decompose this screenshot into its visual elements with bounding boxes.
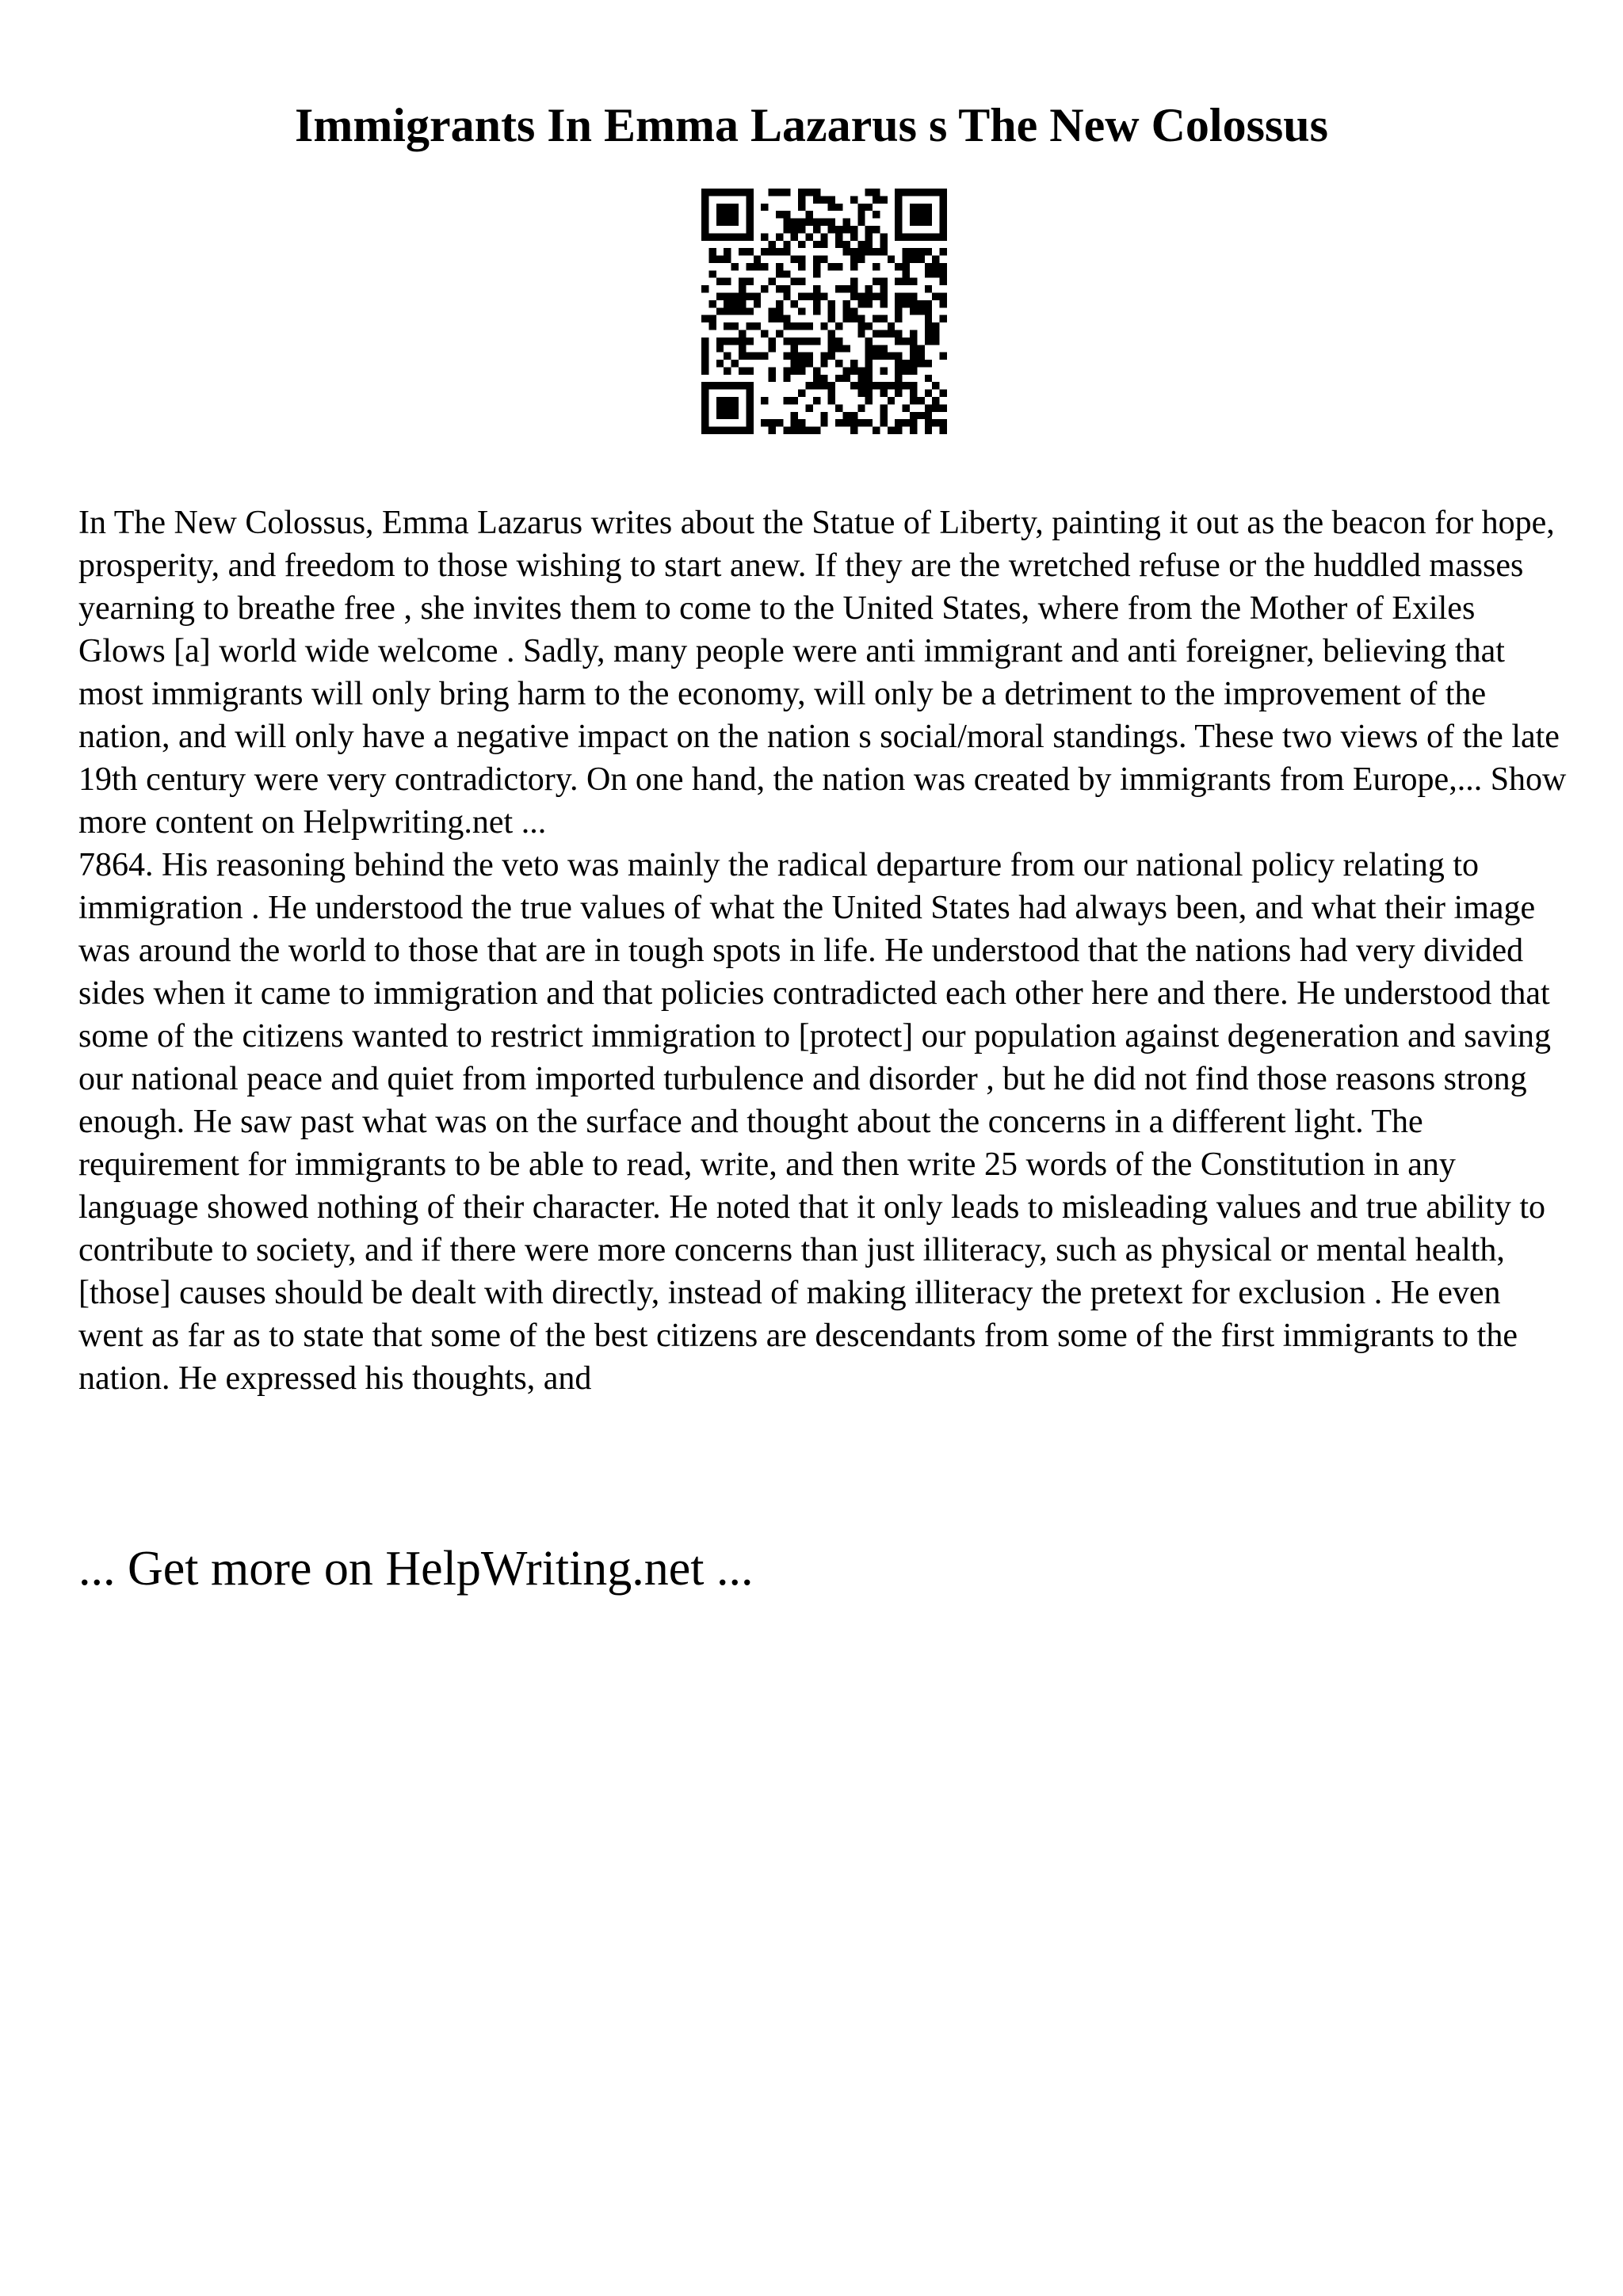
paragraph-intro: In The New Colossus, Emma Lazarus writes about the Statue of Liberty, painting it out as the beacon for hope, prosperity, and freedom to those wishing to start anew. If they are the wretched refuse or the huddled masses yearning to breathe free , she invites them to come to the United States, where from the Mother of Exiles Glows [a] world wide welcome . Sadly, many people were anti immigrant and anti foreigner, believing that most immigrants will only bring harm to the economy, will only be a detriment to the improvement of the nation, and will only have a negative impact on the nation s social/moral standings. These two views of the late 19th century were very contradictory. On one hand, the nation was created by immigrants from Europe,... Show more content on Helpwriting.net ... xyxy=(78,505,1567,841)
paragraph-veto: 7864. His reasoning behind the veto was mainly the radical departure from our national policy relating to immigration . He understood the true values of what the United States had always been, and what their image was around the world to those that are in tough spots in life. He understood that the nations had very divided sides when it came to immigration and that policies contradicted each other here and there. He understood that some of the citizens wanted to restrict immigration to [protect] our population against degeneration and saving our national peace and quiet from imported turbulence and disorder , but he did not find those reasons strong enough. He saw past what was on the surface and thought about the concerns in a different light. The requirement for immigrants to be able to read, write, and then write 25 words of the Constitution in any language showed nothing of their character. He noted that it only leads to misleading values and true ability to contribute to society, and if there were more concerns than just illiteracy, such as physical or mental health, [those] causes should be dealt with directly, instead of making illiteracy the pretext for exclusion . He even went as far as to state that some of the best citizens are descendants from some of the first immigrants to the nation. He expressed his thoughts, and xyxy=(78,847,1551,1397)
page-title: Immigrants In Emma Lazarus s The New Colossus xyxy=(294,99,1328,151)
qr-code-icon xyxy=(701,189,947,434)
get-more-link[interactable]: ... Get more on HelpWriting.net ... xyxy=(78,1542,754,1596)
article-body xyxy=(78,502,1568,1400)
